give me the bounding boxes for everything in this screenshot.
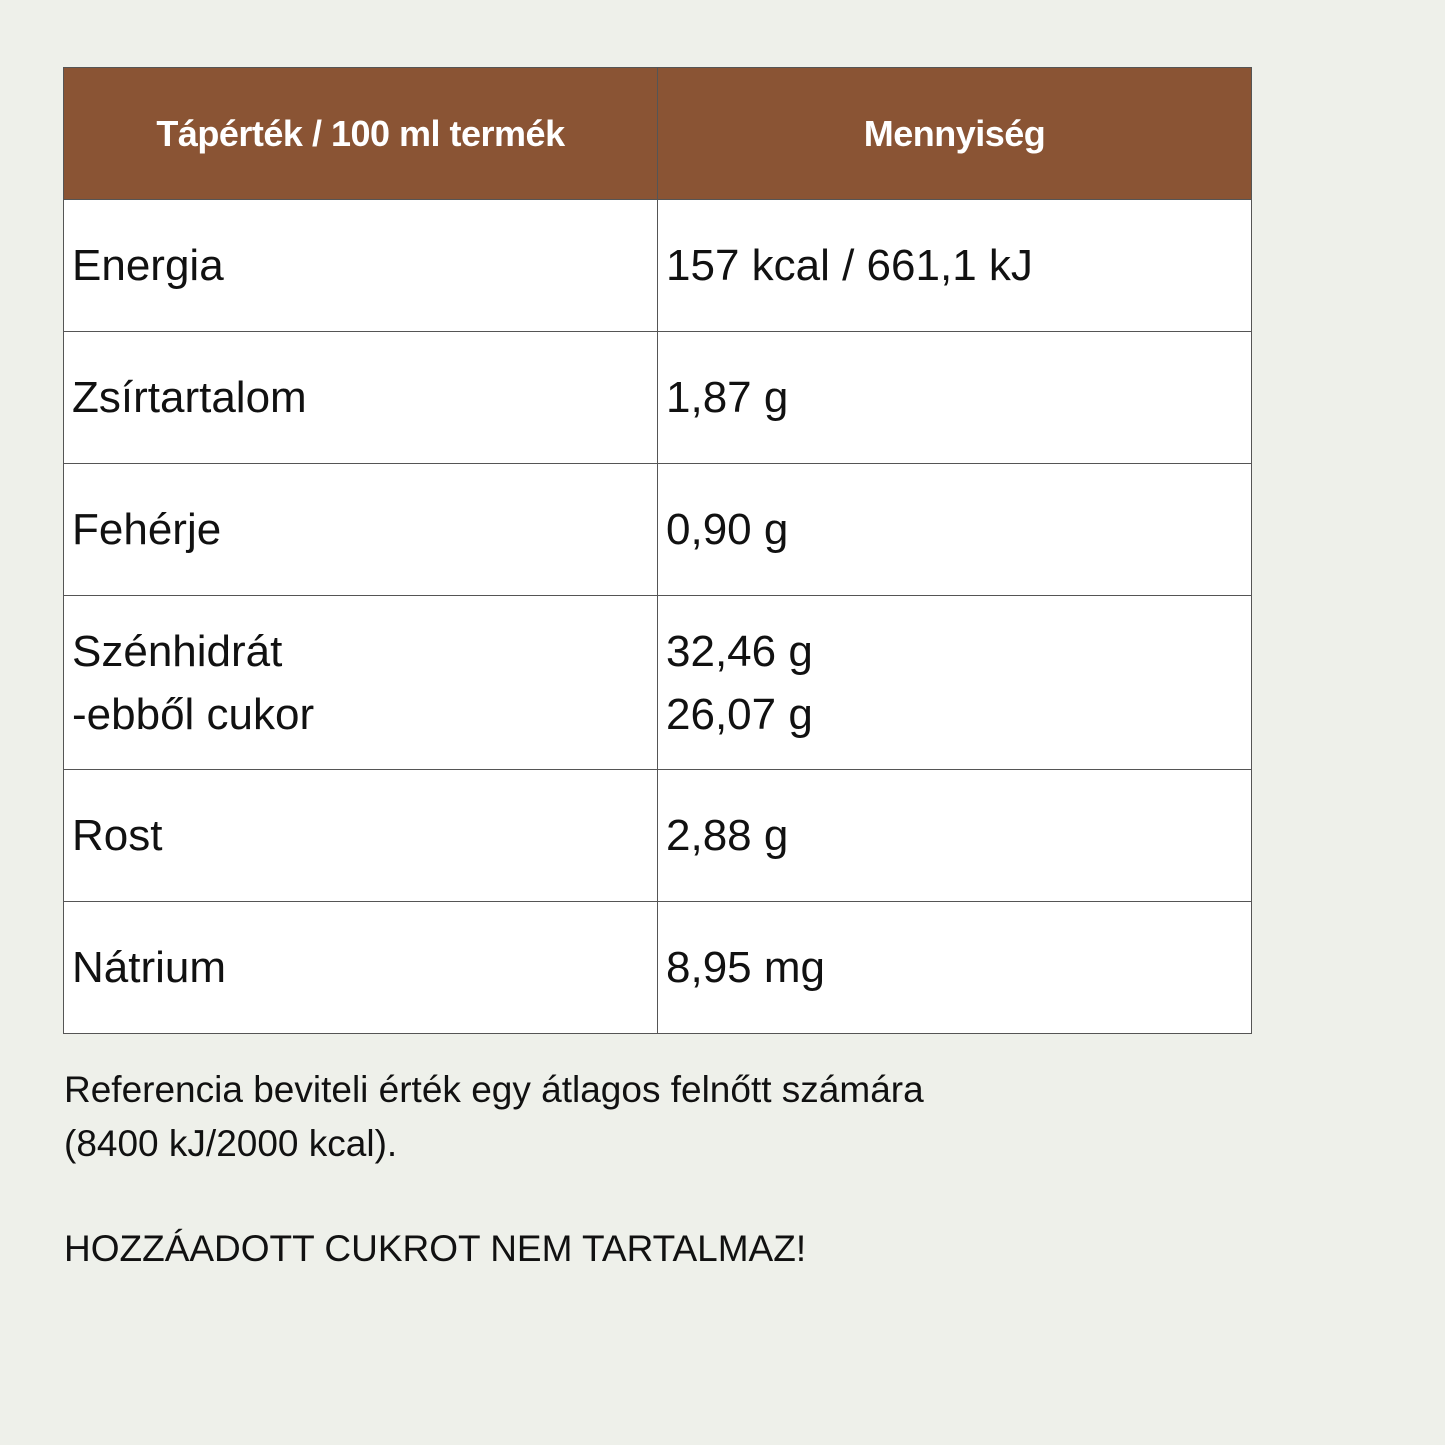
no-added-sugar-notice: HOZZÁADOTT CUKROT NEM TARTALMAZ! xyxy=(64,1228,807,1269)
table-row-protein xyxy=(64,464,1252,596)
nutrient-value: 1,87 g xyxy=(658,332,1252,464)
header-amount: Mennyiség xyxy=(658,68,1252,200)
nutrient-value: 2,88 g xyxy=(658,770,1252,902)
reference-line-2: (8400 kJ/2000 kcal). xyxy=(64,1123,398,1164)
nutrient-subvalue-line: 26,07 g xyxy=(666,689,813,739)
nutrient-name: Fehérje xyxy=(64,464,658,596)
nutrient-name xyxy=(64,596,658,770)
nutrition-table xyxy=(63,67,1252,1034)
nutrient-name-line: Szénhidrát xyxy=(72,626,283,676)
table-row-energy xyxy=(64,200,1252,332)
table-row-fiber xyxy=(64,770,1252,902)
nutrient-value xyxy=(658,596,1252,770)
table-header-row xyxy=(64,68,1252,200)
nutrient-value-line: 32,46 g xyxy=(666,626,813,676)
nutrient-name: Zsírtartalom xyxy=(64,332,658,464)
nutrient-subname-line: -ebből cukor xyxy=(72,689,315,739)
table-row-sodium xyxy=(64,902,1252,1034)
reference-line-1: Referencia beviteli érték egy átlagos felnőtt számára xyxy=(64,1069,924,1110)
header-nutrient: Tápérték / 100 ml termék xyxy=(64,68,658,200)
table-row-carbohydrate xyxy=(64,596,1252,770)
nutrient-name: Energia xyxy=(64,200,658,332)
reference-intake-note xyxy=(64,1063,1214,1171)
nutrient-value: 157 kcal / 661,1 kJ xyxy=(658,200,1252,332)
nutrient-value: 0,90 g xyxy=(658,464,1252,596)
nutrient-value: 8,95 mg xyxy=(658,902,1252,1034)
table-row-fat xyxy=(64,332,1252,464)
nutrient-name: Rost xyxy=(64,770,658,902)
nutrient-name: Nátrium xyxy=(64,902,658,1034)
